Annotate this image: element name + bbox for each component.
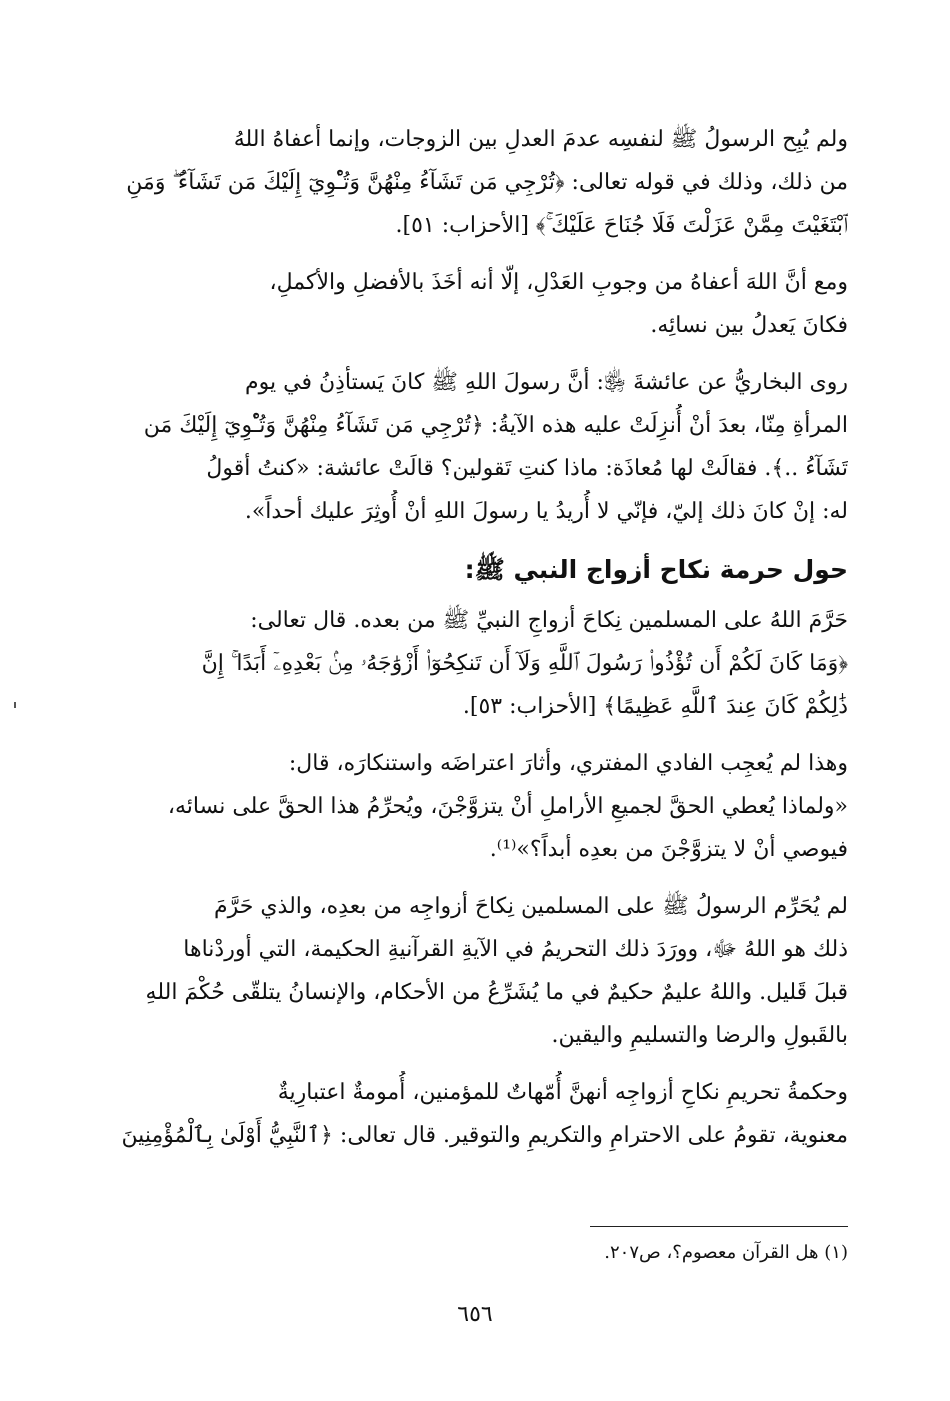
page-body: [104, 118, 848, 1171]
text-line: له: إنْ كانَ ذلك إليّ، فإنّي لا أُريدُ يا رسولَ اللهِ أنْ أُوثِرَ عليك أحداً».: [244, 499, 848, 524]
text-line: ومع أنَّ اللهَ أعفاهُ من وجوبِ العَدْلِ، إلّا أنه أخَذَ بالأفضلِ والأكملِ،: [269, 270, 848, 295]
margin-mark: [14, 702, 16, 708]
text-line: وهذا لم يُعجِب الفادي المفتري، وأثارَ اعتراضَه واستنكارَه، قال:: [288, 751, 848, 776]
text-line: تَشَآءُ ..﴾. فقالَتْ لها مُعاذَة: ماذا كنتِ تَقولين؟ قالَتْ عائشة: «كنتُ أقولُ: [206, 456, 848, 481]
paragraph-5: [104, 742, 848, 871]
text-line: معنوية، تقومُ على الاحترامِ والتكريمِ والتوقير. قال تعالى: ﴿ٱلنَّبِيُّ أَوْلَىٰ بِٱلْمُؤْمِنِينَ: [121, 1123, 848, 1148]
text-line: وحكمةُ تحريمِ نكاحِ أزواجِه أنهنَّ أُمّهاتٌ للمؤمنين، أُمومةٌ اعتبارِيةٌ: [277, 1080, 848, 1105]
text-line: ذَٰلِكُمْ كَانَ عِندَ ٱللَّهِ عَظِيمًا﴾ [الأحزاب: ٥٣].: [462, 694, 848, 719]
text-line: ٱبْتَغَيْتَ مِمَّنْ عَزَلْتَ فَلَا جُنَاحَ عَلَيْكَ ۚ﴾ [الأحزاب: ٥١].: [395, 213, 848, 238]
paragraph-1: [104, 118, 848, 247]
page-number: ٦٥٦: [457, 1302, 493, 1327]
paragraph-7: [104, 1071, 848, 1157]
text-line: «ولماذا يُعطي الحقَّ لجميعِ الأراملِ أنْ يتزوَّجْنَ، ويُحرِّمُ هذا الحقَّ على نسائه،: [167, 794, 848, 819]
text-line: حَرَّمَ اللهُ على المسلمين نِكاحَ أزواجِ النبيِّ ﷺ من بعده. قال تعالى:: [250, 608, 848, 633]
paragraph-2: [104, 261, 848, 347]
text-line: بالقَبولِ والرضا والتسليمِ واليقين.: [551, 1023, 848, 1048]
paragraph-6: [104, 885, 848, 1057]
text-line: من ذلك، وذلك في قوله تعالى: ﴿تُرْجِي مَن تَشَآءُ مِنْهُنَّ وَتُـْٔوِيٓ إِلَيْكَ مَن تَشَآءُ ۖ وَمَنِ: [126, 170, 848, 195]
text-line: فكانَ يَعدلُ بين نسائِه.: [650, 313, 848, 338]
section-heading: حول حرمة نكاح أزواج النبي ﷺ:: [464, 555, 848, 584]
text-line: ولم يُبِح الرسولُ ﷺ لنفسِه عدمَ العدلِ بين الزوجات، وإنما أعفاهُ اللهُ: [233, 127, 848, 152]
paragraph-3: [104, 361, 848, 533]
text-line: روى البخاريُّ عن عائشةَ ﵂: أنَّ رسولَ اللهِ ﷺ كانَ يَستأذِنُ في يوم: [245, 370, 848, 395]
text-line: قبلَ قَليل. واللهُ عليمٌ حكيمٌ في ما يُشَرِّعُ من الأحكام، والإنسانُ يتلقّى حُكْمَ اللهِ: [145, 980, 848, 1005]
text-line: ذلك هو اللهُ ﷻ، وورَدَ ذلك التحريمُ في الآيةِ القرآنيةِ الحكيمة، التي أوردْناها: [183, 937, 848, 962]
footnote-divider: [590, 1226, 848, 1227]
paragraph-4: [104, 599, 848, 728]
text-line: فيوصي أنْ لا يتزوَّجْنَ من بعدِه أبداً؟»⁽¹⁾.: [489, 837, 848, 862]
text-line: ﴿وَمَا كَانَ لَكُمْ أَن تُؤْذُوا۟ رَسُولَ ٱللَّهِ وَلَآ أَن تَنكِحُوٓا۟ أَزْوَٰجَهُۥ مِنۢ بَعْدِهِۦٓ أَبَدًا ۚ إِنَّ: [201, 651, 848, 676]
text-line: المرأةِ مِنّا، بعدَ أنْ أُنزِلَتْ عليه هذه الآيةُ: ﴿تُرْجِي مَن تَشَآءُ مِنْهُنَّ وَتُـْٔوِيٓ إِلَيْكَ مَن: [143, 413, 848, 438]
text-line: لم يُحَرِّم الرسولُ ﷺ على المسلمين نِكاحَ أزواجِه من بعدِه، والذي حَرَّمَ: [213, 894, 848, 919]
footnote: (١) هل القرآن معصوم؟، ص٢٠٧.: [604, 1242, 848, 1263]
